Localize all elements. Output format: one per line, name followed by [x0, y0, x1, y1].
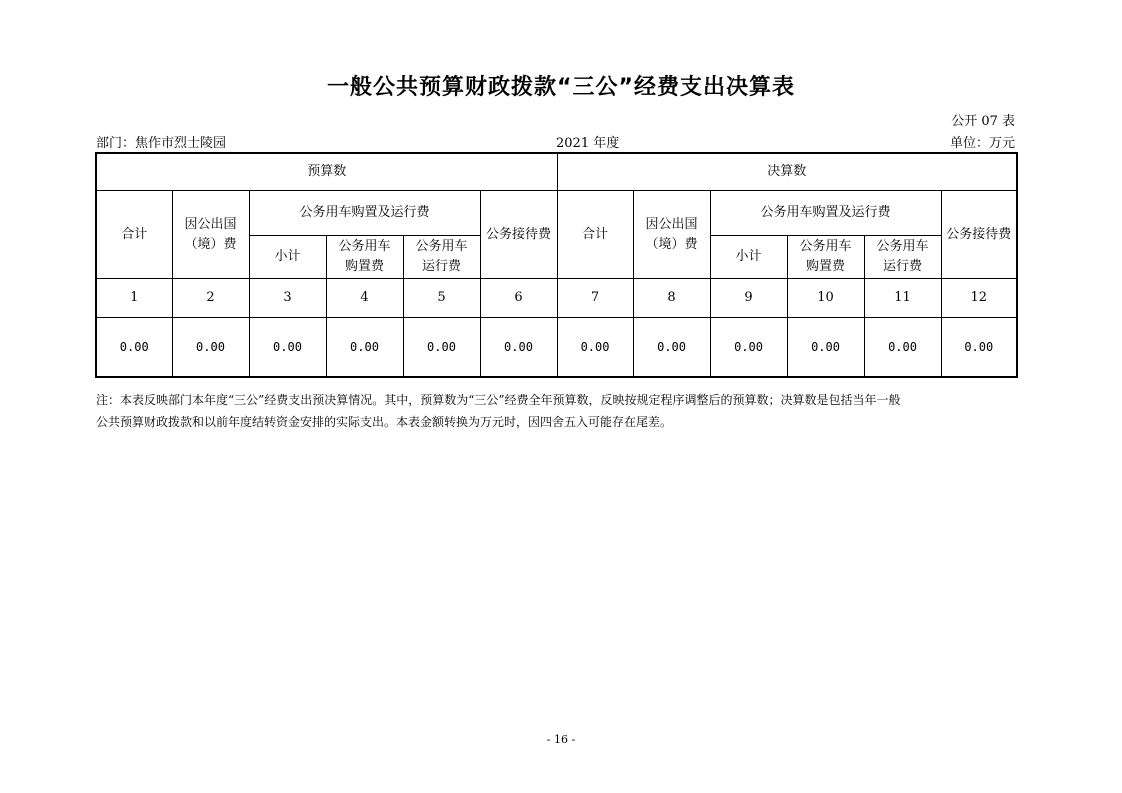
column-index: 3	[249, 279, 326, 318]
column-index-row	[96, 279, 1017, 318]
final-purchase-header: 公务用车 购置费	[787, 236, 864, 279]
final-vehicle-header: 公务用车购置及运行费	[710, 191, 941, 236]
department-label: 部门：焦作市烈士陵园	[96, 136, 227, 151]
unit-label: 单位：万元	[949, 136, 1015, 151]
value-cell: 0.00	[172, 318, 249, 378]
footnote	[96, 389, 1017, 433]
value-cell: 0.00	[403, 318, 480, 378]
final-group-header: 决算数	[557, 153, 1017, 191]
column-index: 9	[710, 279, 787, 318]
value-row	[96, 318, 1017, 378]
value-cell: 0.00	[326, 318, 403, 378]
column-index: 8	[633, 279, 710, 318]
column-index: 5	[403, 279, 480, 318]
column-index: 12	[941, 279, 1017, 318]
column-index: 10	[787, 279, 864, 318]
value-cell: 0.00	[864, 318, 941, 378]
budget-vehicle-header: 公务用车购置及运行费	[249, 191, 480, 236]
footnote-line: 公共预算财政拨款和以前年度结转资金安排的实际支出。本表金额转换为万元时，因四舍五入可能存在尾差。	[96, 415, 673, 429]
value-cell: 0.00	[249, 318, 326, 378]
budget-group-header: 预算数	[96, 153, 557, 191]
form-number: 公开 07 表	[951, 114, 1015, 129]
final-reception-header: 公务接待费	[941, 191, 1017, 279]
final-subtotal-header: 小计	[710, 236, 787, 279]
column-index: 2	[172, 279, 249, 318]
page-number: - 16 -	[546, 733, 576, 746]
value-cell: 0.00	[710, 318, 787, 378]
column-index: 6	[480, 279, 557, 318]
value-cell: 0.00	[633, 318, 710, 378]
column-index: 4	[326, 279, 403, 318]
column-index: 1	[96, 279, 172, 318]
budget-reception-header: 公务接待费	[480, 191, 557, 279]
value-cell: 0.00	[96, 318, 172, 378]
budget-subtotal-header: 小计	[249, 236, 326, 279]
budget-running-header: 公务用车 运行费	[403, 236, 480, 279]
value-cell: 0.00	[787, 318, 864, 378]
column-index: 11	[864, 279, 941, 318]
budget-abroad-header: 因公出国 （境）费	[172, 191, 249, 279]
value-cell: 0.00	[557, 318, 633, 378]
final-total-header: 合计	[557, 191, 633, 279]
final-abroad-header: 因公出国 （境）费	[633, 191, 710, 279]
footnote-line: 注：本表反映部门本年度“三公”经费支出预决算情况。其中，预算数为“三公”经费全年预算数，反映按规定程序调整后的预算数；决算数是包括当年一般	[96, 393, 901, 407]
value-cell: 0.00	[480, 318, 557, 378]
budget-purchase-header: 公务用车 购置费	[326, 236, 403, 279]
value-cell: 0.00	[941, 318, 1017, 378]
budget-total-header: 合计	[96, 191, 172, 279]
final-running-header: 公务用车 运行费	[864, 236, 941, 279]
expenditure-table	[95, 152, 1018, 378]
fiscal-year-label: 2021 年度	[556, 136, 620, 151]
page-title: 一般公共预算财政拨款“三公”经费支出决算表	[327, 75, 795, 100]
column-index: 7	[557, 279, 633, 318]
